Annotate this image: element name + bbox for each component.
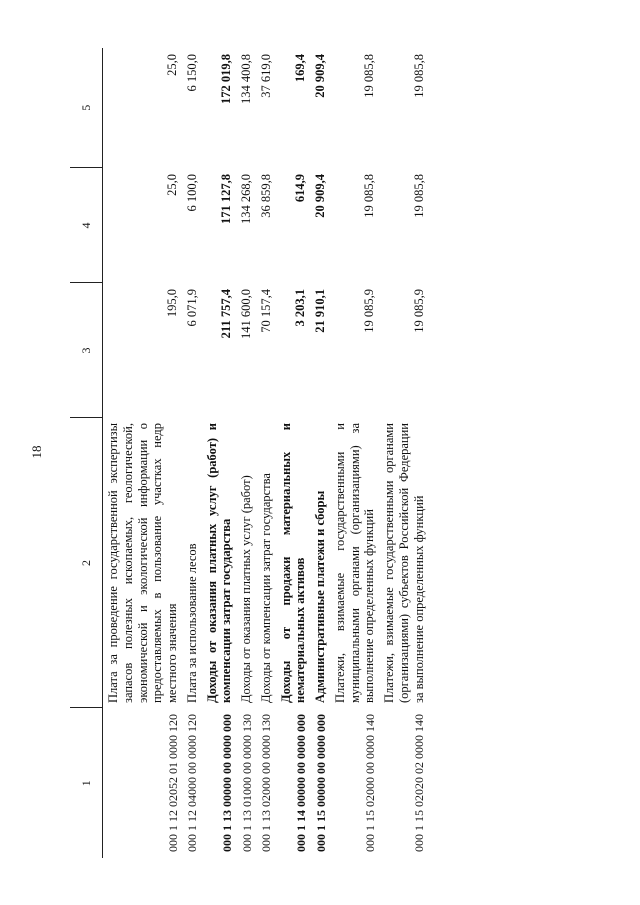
row-value-col3: 21 910,1 [313,289,327,333]
table-row [236,48,256,858]
row-value-col3: 19 085,9 [362,289,377,333]
row-name: Доходы от оказания платных услуг (работ) [239,475,253,703]
budget-revenue-table [70,48,428,858]
table-row [310,48,330,858]
row-value-col4: 19 085,8 [362,174,377,218]
row-code: 000 1 13 01000 00 0000 130 [239,714,254,852]
row-value-col4: 36 859,8 [258,174,273,218]
row-value-col5: 25,0 [165,54,179,76]
row-code: 000 1 12 02052 01 0000 120 [165,714,180,852]
row-value-col5: 134 400,8 [239,54,253,104]
row-value-col5: 37 619,0 [258,54,273,98]
row-name: Плата за использование лесов [184,543,199,703]
row-value-col5: 20 909,4 [313,54,327,98]
table-header-row [70,48,103,858]
row-value-col4: 6 100,0 [184,174,199,212]
row-value-col3: 3 203,1 [293,289,308,327]
column-header-5: 5 [70,48,103,168]
row-code: 000 1 14 00000 00 0000 000 [293,714,308,852]
row-name: Доходы от продажи материальных и нематериальных активов [278,423,308,703]
column-header-2: 2 [70,418,103,708]
row-code: 000 1 15 00000 00 0000 000 [313,714,328,852]
row-value-col5: 169,4 [293,54,308,83]
row-value-col4: 614,9 [293,174,308,203]
table-row [276,48,311,858]
row-value-col3: 70 157,4 [258,289,273,333]
row-value-col3: 6 071,9 [184,289,199,327]
row-value-col3: 19 085,9 [411,289,426,333]
row-value-col5: 19 085,8 [362,54,377,98]
table-row [379,48,428,858]
row-name: Платежи, взимаемые государственными органами (организациями) субъектов Российской Федерации за выполнение определенных функций [382,423,426,703]
column-header-1: 1 [70,708,103,858]
row-value-col3: 195,0 [165,289,179,318]
row-value-col4: 19 085,8 [411,174,426,218]
row-value-col5: 6 150,0 [184,54,199,92]
table-row [330,48,379,858]
row-code: 000 1 15 02000 00 0000 140 [362,714,377,852]
table-row [256,48,276,858]
row-value-col4: 25,0 [165,174,179,196]
row-value-col5: 19 085,8 [411,54,426,98]
row-code: 000 1 13 02000 00 0000 130 [259,714,274,852]
row-value-col4: 134 268,0 [239,174,253,224]
column-header-3: 3 [70,283,103,418]
row-name: Плата за проведение государственной экспертизы запасов полезных ископаемых, геологической, экономической и экологической информации о предоставляемых в пользование участках недр местного значения [106,423,179,703]
row-name: Платежи, взимаемые государственными и муниципальными органами (организациями) за выполнение определенных функций [332,423,377,703]
page-number: 18 [29,445,44,459]
row-value-col4: 171 127,8 [219,174,234,224]
rotated-table-container [70,48,600,858]
row-name: Доходы от оказания платных услуг (работ) и компенсации затрат государства [204,423,234,703]
row-value-col4: 20 909,4 [313,174,327,218]
column-header-4: 4 [70,168,103,283]
row-code: 000 1 15 02020 02 0000 140 [412,714,427,852]
row-name: Административные платежи и сборы [313,490,327,703]
row-name: Доходы от компенсации затрат государства [258,473,273,703]
row-code: 000 1 12 04000 00 0000 120 [185,714,200,852]
row-value-col3: 141 600,0 [239,289,253,339]
table-row [182,48,202,858]
table-row [103,48,182,858]
table-row [202,48,237,858]
row-value-col3: 211 757,4 [219,289,234,339]
row-code: 000 1 13 00000 00 0000 000 [219,714,234,852]
row-value-col5: 172 019,8 [219,54,234,104]
budget-table-sheet [70,48,600,858]
